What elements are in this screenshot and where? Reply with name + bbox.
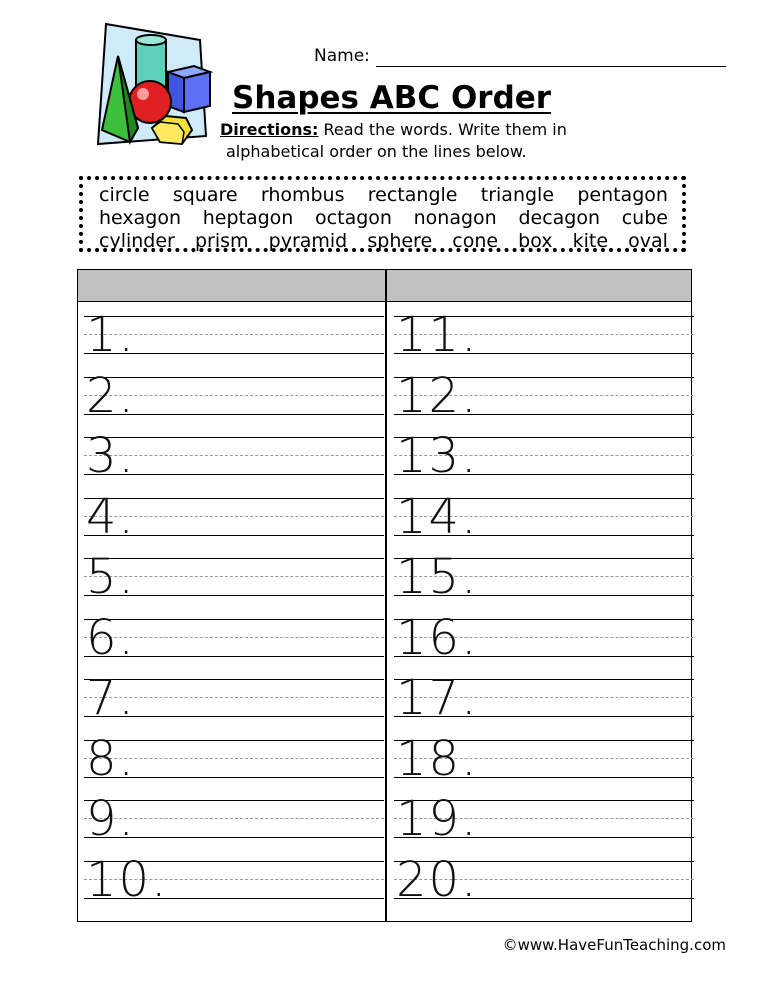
line-number: 3. (86, 428, 136, 484)
word: kite (572, 230, 609, 252)
directions-text-line2: alphabetical order on the lines below. (226, 142, 527, 161)
word: pyramid (268, 230, 348, 252)
line-number: 6. (86, 609, 136, 666)
line-number: 13. (396, 428, 479, 484)
answer-line[interactable] (394, 363, 694, 424)
word: nonagon (413, 207, 497, 229)
line-number: 17. (396, 670, 479, 726)
word-bank (79, 176, 686, 252)
name-input-line[interactable] (376, 66, 726, 67)
line-number: 7. (86, 670, 136, 726)
word: pentagon (577, 184, 668, 206)
line-number: 2. (86, 367, 136, 424)
word: rectangle (367, 184, 458, 206)
line-number: 9. (86, 791, 136, 847)
word: rhombus (260, 184, 345, 206)
answer-line[interactable] (394, 726, 694, 787)
line-number: 19. (396, 791, 479, 847)
answer-line[interactable] (84, 786, 384, 847)
line-number: 11. (396, 307, 479, 363)
word: cone (452, 230, 499, 252)
word: circle (99, 184, 150, 206)
word: box (518, 230, 553, 252)
line-number: 18. (396, 730, 479, 787)
line-number: 20. (396, 851, 479, 908)
word: cylinder (99, 230, 175, 252)
answer-line[interactable] (394, 605, 694, 666)
word: sphere (367, 230, 433, 252)
answer-line[interactable] (84, 847, 384, 908)
answer-line[interactable] (84, 484, 384, 545)
answer-line[interactable] (394, 484, 694, 545)
word: square (172, 184, 238, 206)
word-bank-row (99, 207, 668, 229)
answer-line[interactable] (84, 302, 384, 363)
copyright-footer: ©www.HaveFunTeaching.com (502, 936, 726, 954)
right-column (394, 302, 694, 907)
directions (220, 119, 567, 163)
word-bank-row (99, 184, 668, 206)
line-number: 16. (396, 609, 479, 666)
word: hexagon (99, 207, 182, 229)
word: cube (621, 207, 668, 229)
line-number: 10. (86, 851, 169, 908)
word: decagon (518, 207, 601, 229)
answer-line[interactable] (84, 423, 384, 484)
page-title: Shapes ABC Order (232, 80, 552, 116)
line-number: 8. (86, 730, 136, 787)
word: octagon (315, 207, 392, 229)
left-column (84, 302, 384, 907)
answer-line[interactable] (394, 847, 694, 908)
word: oval (628, 230, 668, 252)
answer-line[interactable] (394, 786, 694, 847)
answer-line[interactable] (84, 726, 384, 787)
answer-line[interactable] (394, 665, 694, 726)
line-number: 5. (86, 549, 136, 605)
word: heptagon (202, 207, 294, 229)
word: triangle (480, 184, 555, 206)
answer-line[interactable] (84, 605, 384, 666)
word: prism (194, 230, 249, 252)
directions-label: Directions: (220, 120, 319, 139)
answer-line[interactable] (394, 423, 694, 484)
column-divider (385, 270, 387, 921)
answer-table (77, 269, 692, 922)
word-bank-row (99, 230, 668, 252)
line-number: 4. (86, 488, 136, 545)
line-number: 12. (396, 367, 479, 424)
answer-line[interactable] (394, 544, 694, 605)
geometric-shapes-clipart (88, 18, 218, 153)
line-number: 14. (396, 488, 479, 545)
name-label: Name: (314, 46, 370, 66)
answer-line[interactable] (394, 302, 694, 363)
directions-text-line1: Read the words. Write them in (318, 120, 567, 139)
line-number: 1. (86, 307, 136, 363)
answer-line[interactable] (84, 544, 384, 605)
answer-line[interactable] (84, 363, 384, 424)
answer-line[interactable] (84, 665, 384, 726)
line-number: 15. (396, 549, 479, 605)
